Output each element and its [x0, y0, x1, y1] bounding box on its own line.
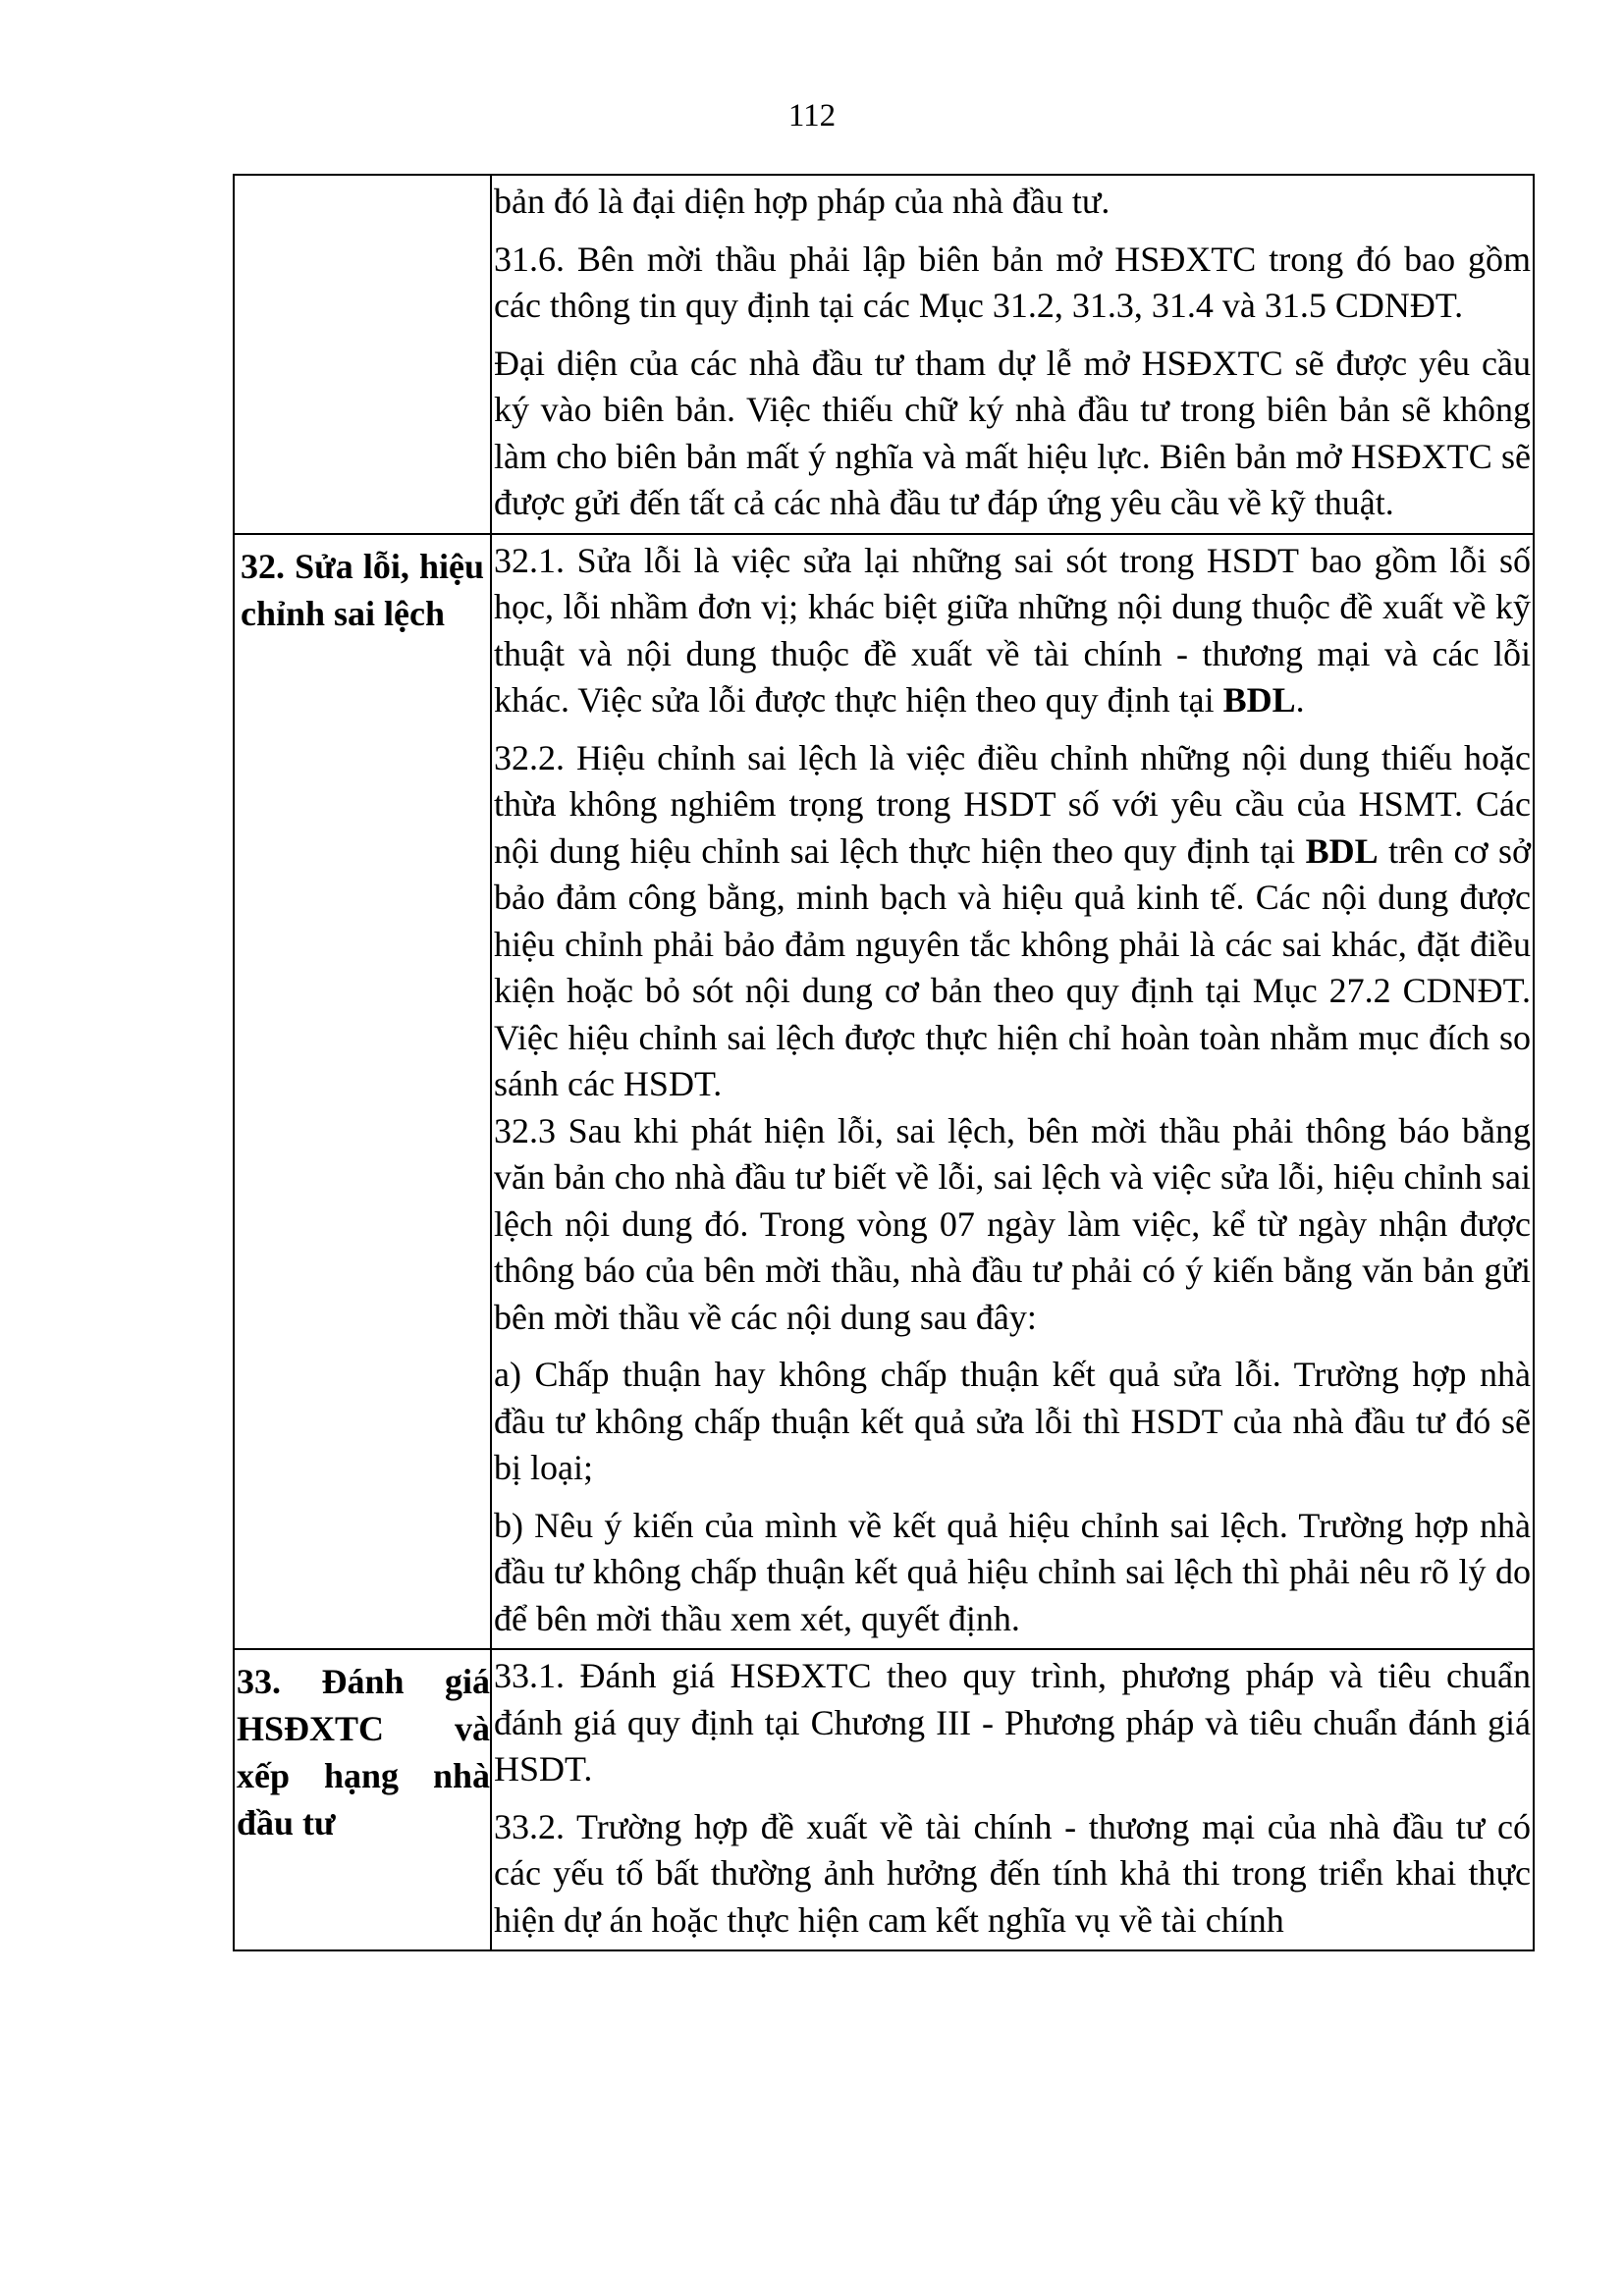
clause-heading-cell — [234, 1649, 491, 1950]
clause-heading-cell — [234, 534, 491, 1650]
clause-paragraph: a) Chấp thuận hay không chấp thuận kết quả sửa lỗi. Trường hợp nhà đầu tư không chấp thuận kết quả sửa lỗi thì HSDT của nhà đầu tư đó sẽ bị loại; — [494, 1355, 1531, 1487]
clause-content-cell — [491, 1649, 1534, 1950]
clause-paragraph: 32.3 Sau khi phát hiện lỗi, sai lệch, bên mời thầu phải thông báo bằng văn bản cho nhà đầu tư biết về lỗi, sai lệch và việc sửa lỗi, hiệu chỉnh sai lệch nội dung đó. Trong vòng 07 ngày làm việc, kể từ ngày nhận được thông báo của bên mời thầu, nhà đầu tư phải có ý kiến bằng văn bản gửi bên mời thầu về các nội dung sau đây: — [494, 1110, 1531, 1337]
clause-paragraph: 33.1. Đánh giá HSĐXTC theo quy trình, phương pháp và tiêu chuẩn đánh giá quy định tại Chương III - Phương pháp và tiêu chuẩn đánh giá HSDT. — [494, 1656, 1531, 1789]
bdl-reference: BDL — [1222, 680, 1296, 720]
clause-paragraph — [492, 735, 1533, 1108]
clause-text: 32.1. Sửa lỗi là việc sửa lại những sai sót trong HSDT bao gồm lỗi số học, lỗi nhầm đơn vị; khác biệt giữa những nội dung thuộc đề xuất về kỹ thuật và nội dung thuộc đề xuất về tài chính - thương mại và các lỗi khác. Việc sửa lỗi được thực hiện theo quy định tại — [494, 540, 1531, 720]
clause-paragraph: 33.2. Trường hợp đề xuất về tài chính - thương mại của nhà đầu tư có các yếu tố bất thường ảnh hưởng đến tính khả thi trong triển khai thực hiện dự án hoặc thực hiện cam kết nghĩa vụ về tài chính — [494, 1806, 1531, 1940]
clause-paragraph: 31.6. Bên mời thầu phải lập biên bản mở HSĐXTC trong đó bao gồm các thông tin quy định tại các Mục 31.2, 31.3, 31.4 và 31.5 CDNĐT. — [494, 239, 1531, 325]
table-row — [234, 534, 1534, 1650]
clause-content-cell — [491, 175, 1534, 534]
clause-text: . — [1295, 680, 1305, 720]
clause-paragraph: b) Nêu ý kiến của mình về kết quả hiệu chỉnh sai lệch. Trường hợp nhà đầu tư không chấp thuận kết quả hiệu chỉnh sai lệch thì phải nêu rõ lý do để bên mời thầu xem xét, quyết định. — [494, 1505, 1531, 1638]
clause-paragraph: bản đó là đại diện hợp pháp của nhà đầu tư. — [494, 182, 1110, 221]
instructions-table — [233, 174, 1535, 1951]
clause-paragraph: Đại diện của các nhà đầu tư tham dự lễ mở HSĐXTC sẽ được yêu cầu ký vào biên bản. Việc thiếu chữ ký nhà đầu tư trong biên bản sẽ không làm cho biên bản mất ý nghĩa và mất hiệu lực. Biên bản mở HSĐXTC sẽ được gửi đến tất cả các nhà đầu tư đáp ứng yêu cầu về kỹ thuật. — [494, 343, 1531, 522]
clause-content-cell — [491, 534, 1534, 1650]
clause-paragraph — [492, 538, 1533, 724]
clause-text: trên cơ sở bảo đảm công bằng, minh bạch và hiệu quả kinh tế. Các nội dung được hiệu chỉnh phải bảo đảm nguyên tắc không phải là các sai khác, đặt điều kiện hoặc bỏ sót nội dung cơ bản theo quy định tại Mục 27.2 CDNĐT. Việc hiệu chỉnh sai lệch được thực hiện chỉ hoàn toàn nhằm mục đích so sánh các HSDT. — [494, 830, 1532, 1103]
clause-heading — [235, 176, 490, 184]
clause-text: 32.2. Hiệu chỉnh sai lệch là việc điều chỉnh những nội dung thiếu hoặc thừa không nghiêm trọng trong HSDT số với yêu cầu của HSMT. Các nội dung hiệu chỉnh sai lệch thực hiện theo quy định tại — [494, 737, 1531, 871]
table-row — [234, 1649, 1534, 1950]
table-row — [234, 175, 1534, 534]
clause-heading: 32. Sửa lỗi, hiệu chỉnh sai lệch — [241, 546, 484, 633]
clause-heading: 33. Đánh giá HSĐXTC và xếp hạng nhà đầu tư — [237, 1662, 490, 1842]
bdl-reference: BDL — [1305, 830, 1379, 871]
clause-heading-cell — [234, 175, 491, 534]
page-number: 112 — [787, 98, 837, 133]
